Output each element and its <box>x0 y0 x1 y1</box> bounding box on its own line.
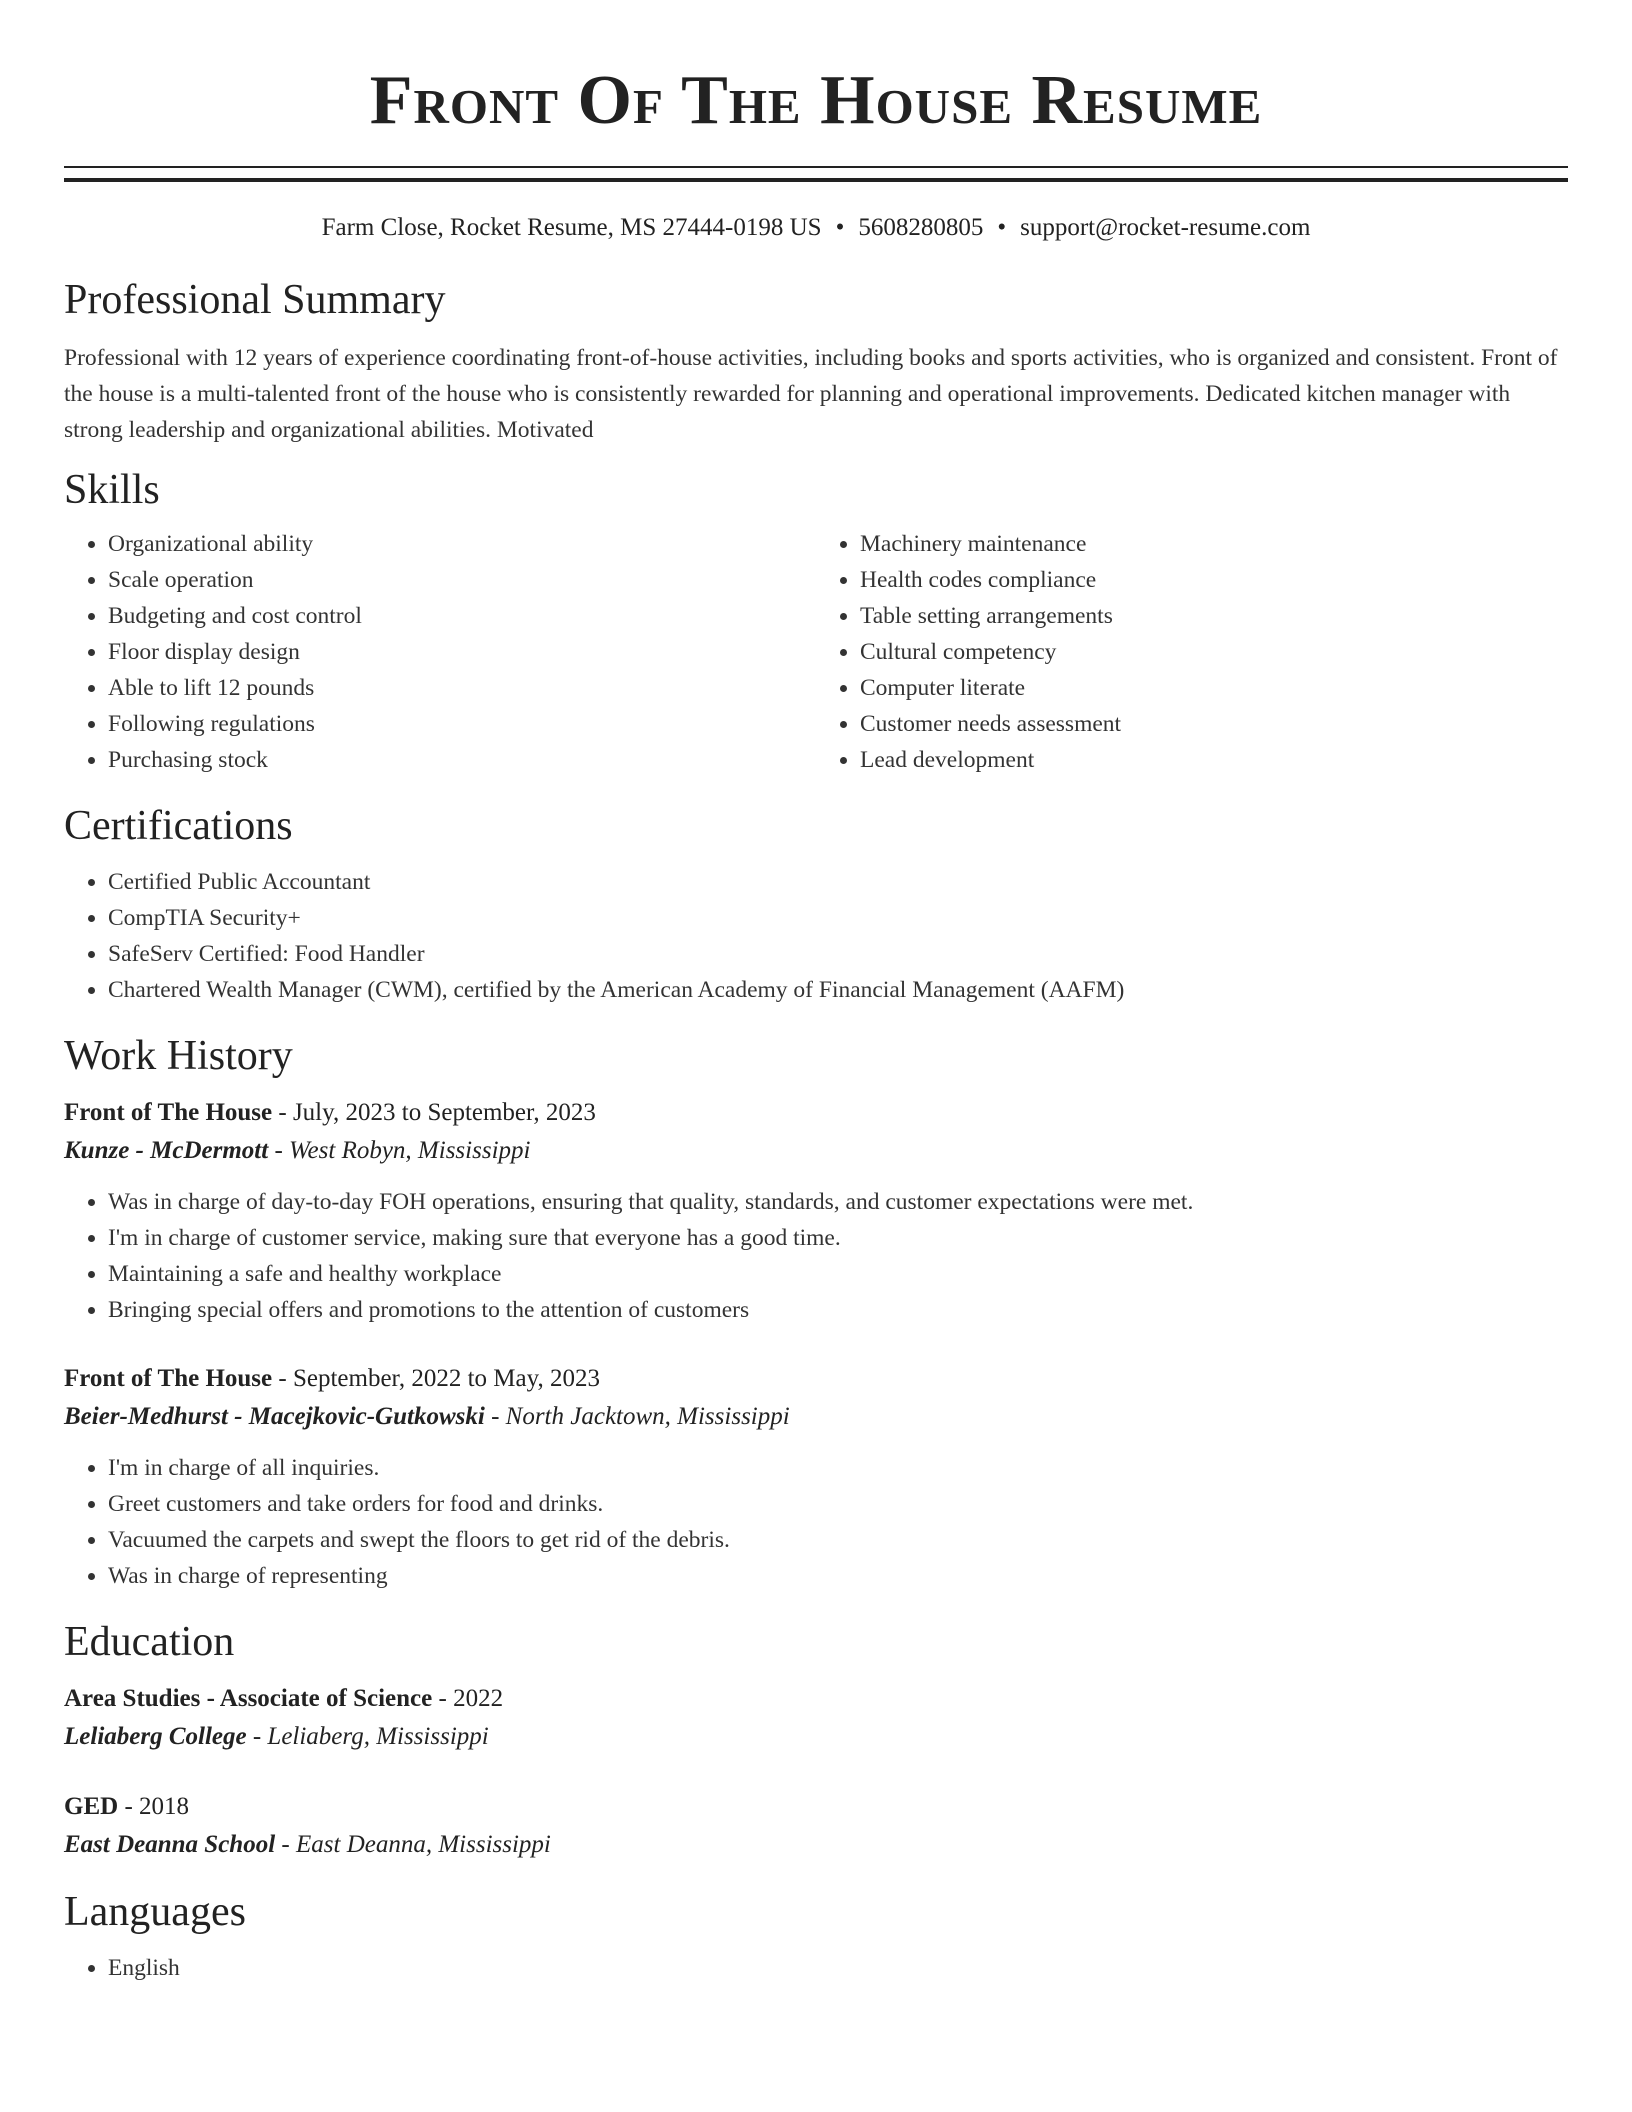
job-title: Front of The House <box>64 1099 273 1126</box>
job-employer-line <box>64 1132 1568 1170</box>
job-duty-item: • Was in charge of representing <box>108 1558 1568 1594</box>
skills-column-left <box>64 526 816 778</box>
job-company: Kunze - McDermott <box>64 1137 269 1164</box>
education-degree: Area Studies - Associate of Science <box>64 1685 433 1712</box>
job-duties-list <box>64 1450 1568 1594</box>
contact-separator: • <box>835 214 845 241</box>
job-dates: - July, 2023 to September, 2023 <box>272 1099 596 1126</box>
job-duty-item: • Maintaining a safe and healthy workplace <box>108 1256 1568 1292</box>
education-school: East Deanna School <box>64 1831 276 1858</box>
education-degree-line <box>64 1788 1568 1826</box>
contact-address: Farm Close, Rocket Resume, MS 27444-0198 US <box>321 214 822 241</box>
skill-item: • Customer needs assessment <box>860 706 1568 742</box>
education-year: - 2022 <box>432 1685 504 1712</box>
skill-item: • Floor display design <box>108 634 816 670</box>
job-duty-item: • Vacuumed the carpets and swept the floors to get rid of the debris. <box>108 1522 1568 1558</box>
summary-heading: Professional Summary <box>64 277 446 323</box>
job-duty-item: • Greet customers and take orders for food and drinks. <box>108 1486 1568 1522</box>
job-duty-item: • I'm in charge of all inquiries. <box>108 1450 1568 1486</box>
job-duty-item: • Bringing special offers and promotions to the attention of customers <box>108 1292 1568 1328</box>
contact-separator: • <box>997 214 1007 241</box>
skill-item: • Table setting arrangements <box>860 598 1568 634</box>
job-title-line <box>64 1094 1568 1132</box>
job-title-line <box>64 1360 1568 1398</box>
education-degree: GED <box>64 1793 119 1820</box>
languages-heading: Languages <box>64 1889 246 1935</box>
education-location: - East Deanna, Mississippi <box>275 1831 551 1858</box>
education-entry <box>64 1680 1568 1756</box>
work-history-heading: Work History <box>64 1033 293 1079</box>
job-dates: - September, 2022 to May, 2023 <box>272 1365 601 1392</box>
contact-email: support@rocket-resume.com <box>1020 214 1311 241</box>
job-company: Beier-Medhurst - Macejkovic-Gutkowski <box>64 1403 485 1430</box>
skill-item: • Health codes compliance <box>860 562 1568 598</box>
language-item: • English <box>108 1950 1568 1986</box>
certification-item: • Certified Public Accountant <box>108 864 1568 900</box>
skills-column-right <box>816 526 1568 778</box>
education-school-line <box>64 1718 1568 1756</box>
skill-item: • Organizational ability <box>108 526 816 562</box>
job-entry <box>64 1094 1568 1328</box>
skill-item: • Lead development <box>860 742 1568 778</box>
resume-title: Front Of The House Resume <box>369 62 1263 139</box>
education-degree-line <box>64 1680 1568 1718</box>
summary-text: Professional with 12 years of experience coordinating front-of-house activities, including books and sports activities, who is organized and consistent. Front of the house is a multi-talented front of the house who is consistently rewarded for planning and operational improvements. Dedicated kitchen manager with strong leadership and organizational abilities. Motivated <box>64 345 1558 443</box>
education-year: - 2018 <box>118 1793 190 1820</box>
job-entry <box>64 1360 1568 1594</box>
skill-item: • Following regulations <box>108 706 816 742</box>
skills-columns <box>64 526 1568 778</box>
education-heading: Education <box>64 1619 235 1665</box>
skill-item: • Purchasing stock <box>108 742 816 778</box>
job-location: - North Jacktown, Mississippi <box>484 1403 790 1430</box>
job-title: Front of The House <box>64 1365 273 1392</box>
skill-item: • Scale operation <box>108 562 816 598</box>
certification-item: • SafeServ Certified: Food Handler <box>108 936 1568 972</box>
skill-item: • Computer literate <box>860 670 1568 706</box>
languages-list <box>64 1950 1568 1986</box>
certifications-heading: Certifications <box>64 803 293 849</box>
education-location: - Leliaberg, Mississippi <box>246 1723 489 1750</box>
skill-item: • Machinery maintenance <box>860 526 1568 562</box>
education-entry <box>64 1788 1568 1864</box>
job-duties-list <box>64 1184 1568 1328</box>
skills-list-left <box>64 526 816 778</box>
skill-item: • Cultural competency <box>860 634 1568 670</box>
job-employer-line <box>64 1398 1568 1436</box>
certification-item: • Chartered Wealth Manager (CWM), certified by the American Academy of Financial Management (AAFM) <box>108 972 1568 1008</box>
job-duty-item: • Was in charge of day-to-day FOH operations, ensuring that quality, standards, and customer expectations were met. <box>108 1184 1568 1220</box>
job-location: - West Robyn, Mississippi <box>268 1137 531 1164</box>
title-double-rule <box>64 166 1568 182</box>
skill-item: • Budgeting and cost control <box>108 598 816 634</box>
contact-line <box>64 212 1568 244</box>
certifications-list <box>64 864 1568 1008</box>
skill-item: • Able to lift 12 pounds <box>108 670 816 706</box>
certification-item: • CompTIA Security+ <box>108 900 1568 936</box>
education-school: Leliaberg College <box>64 1723 247 1750</box>
contact-phone: 5608280805 <box>858 214 984 241</box>
skills-heading: Skills <box>64 467 160 513</box>
skills-list-right <box>816 526 1568 778</box>
education-school-line <box>64 1826 1568 1864</box>
job-duty-item: • I'm in charge of customer service, making sure that everyone has a good time. <box>108 1220 1568 1256</box>
